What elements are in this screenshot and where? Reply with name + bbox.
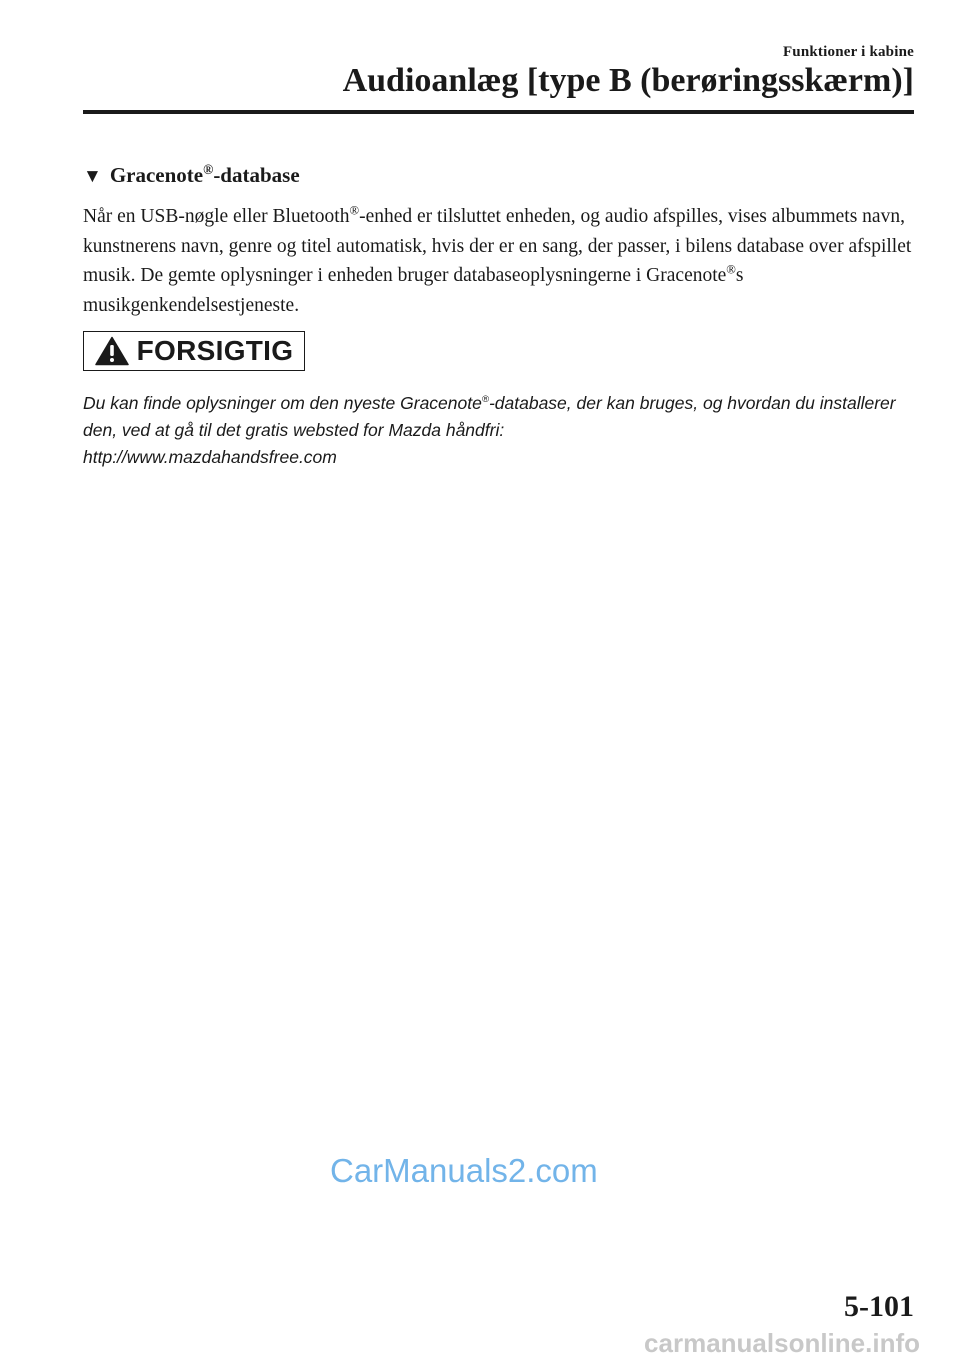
header-divider — [83, 110, 914, 114]
website-link[interactable]: http://www.mazdahandsfree.com — [83, 447, 337, 467]
section-heading — [83, 163, 300, 188]
body-paragraph: Når en USB-nøgle eller Bluetooth®-enhed er tilsluttet enheden, og audio afspilles, vises albummets navn, kunstnerens navn, genre og titel automatisk, hvis der er en sang, der passer, i bilens database over afspillet musik. De gemte oplysninger i enheden bruger databaseoplysningerne i Gracenote®s musikgenkendelsestjeneste. — [83, 203, 912, 316]
watermark-logo: CarManuals2.com — [330, 1152, 598, 1189]
triangle-down-icon: ▼ — [83, 166, 102, 187]
header-kicker: Funktioner i kabine — [782, 44, 914, 60]
registered-mark: ® — [481, 394, 489, 406]
warning-triangle-icon — [95, 336, 129, 366]
registered-mark: ® — [726, 262, 736, 277]
registered-mark: ® — [203, 162, 214, 177]
caution-box — [83, 331, 305, 371]
caution-label: FORSIGTIG — [136, 335, 294, 366]
page-number: 5-101 — [844, 1290, 914, 1323]
section-title: Gracenote®-database — [109, 162, 300, 187]
registered-mark: ® — [349, 203, 360, 218]
caution-text: Du kan finde oplysninger om den nyeste Gracenote®-database, der kan bruges, og hvordan du installerer den, ved at gå til det gratis websted for Mazda håndfri: http://www.mazdahandsfree.com — [83, 393, 896, 467]
footer-watermark: carmanualsonline.info — [644, 1328, 920, 1358]
page-title: Audioanlæg [type B (berøringsskærm)] — [342, 62, 914, 99]
